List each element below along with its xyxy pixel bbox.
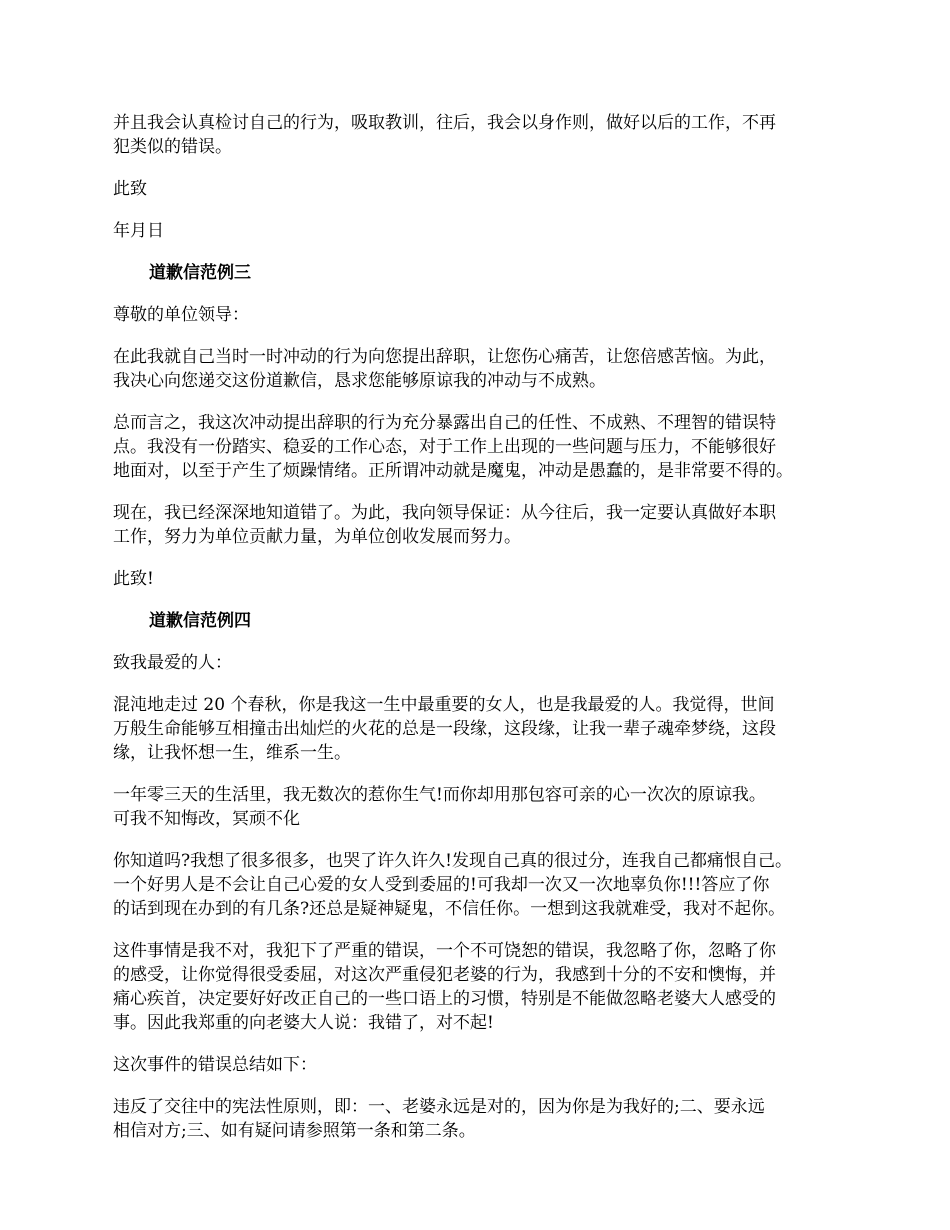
greeting-leader: 尊敬的单位领导：: [113, 305, 249, 325]
paragraph-admission: 这件事情是我不对，我犯下了严重的错误，一个不可饶恕的错误，我忽略了你，忽略了你 的感受，让你觉得很受委屈，对这次严重侵犯老婆的行为，我感到十分的不安和懊悔，并 痛心疾首，决定要好好改正自己的一些口语上的习惯，特别是不能做忽略老婆大人感受的 事。因此我郑重的向老婆大人说：我错了，对不起!: [113, 941, 776, 1033]
paragraph-twenty-years: 混沌地走过 20 个春秋，你是我这一生中最重要的女人，也是我最爱的人。我觉得，世间 万般生命能够互相撞击出灿烂的火花的总是一段缘，这段缘，让我一辈子魂牵梦绕，这段 缘，让我怀想一生，维系一生。: [113, 695, 776, 763]
paragraph-one-year: 一年零三天的生活里，我无数次的惹你生气!而你却用那包容可亲的心一次次的原谅我。 可我不知悔改，冥顽不化: [113, 785, 766, 829]
greeting-beloved: 致我最爱的人：: [113, 653, 232, 673]
document-page: [113, 111, 853, 1161]
salutation-cizhi-2: 此致!: [113, 569, 154, 589]
paragraph-promise: 现在，我已经深深地知道错了。为此，我向领导保证：从今往后，我一定要认真做好本职 工作，努力为单位贡献力量，为单位创收发展而努力。: [113, 503, 776, 547]
section-heading-example-four: 道歉信范例四: [149, 611, 251, 631]
paragraph-closing-commitment: 并且我会认真检讨自己的行为，吸取教训，往后，我会以身作则，做好以后的工作，不再 犯类似的错误。: [113, 113, 776, 157]
section-heading-example-three: 道歉信范例三: [149, 263, 251, 283]
paragraph-principles: 违反了交往中的宪法性原则，即：一、老婆永远是对的，因为你是为我好的;二、要永远 相信对方;三、如有疑问请参照第一条和第二条。: [113, 1097, 765, 1141]
date-line: 年月日: [113, 221, 164, 241]
paragraph-regret: 你知道吗?我想了很多很多，也哭了许久许久!发现自己真的很过分，连我自己都痛恨自己。 一个好男人是不会让自己心爱的女人受到委屈的!可我却一次又一次地辜负你!!!答应了你 的话到现在办到的有几条?还总是疑神疑鬼，不信任你。一想到这我就难受，我对不起你。: [113, 851, 792, 919]
paragraph-self-reflection: 总而言之，我这次冲动提出辞职的行为充分暴露出自己的任性、不成熟、不理智的错误特 点。我没有一份踏实、稳妥的工作心态，对于工作上出现的一些问题与压力，不能够很好 地面对，以至于产生了烦躁情绪。正所谓冲动就是魔鬼，冲动是愚蠢的，是非常要不得的。: [113, 413, 793, 481]
paragraph-resignation-apology: 在此我就自己当时一时冲动的行为向您提出辞职，让您伤心痛苦，让您倍感苦恼。为此， 我决心向您递交这份道歉信，恳求您能够原谅我的冲动与不成熟。: [113, 347, 776, 391]
paragraph-summary-intro: 这次事件的错误总结如下：: [113, 1055, 317, 1075]
salutation-cizhi: 此致: [113, 179, 147, 199]
